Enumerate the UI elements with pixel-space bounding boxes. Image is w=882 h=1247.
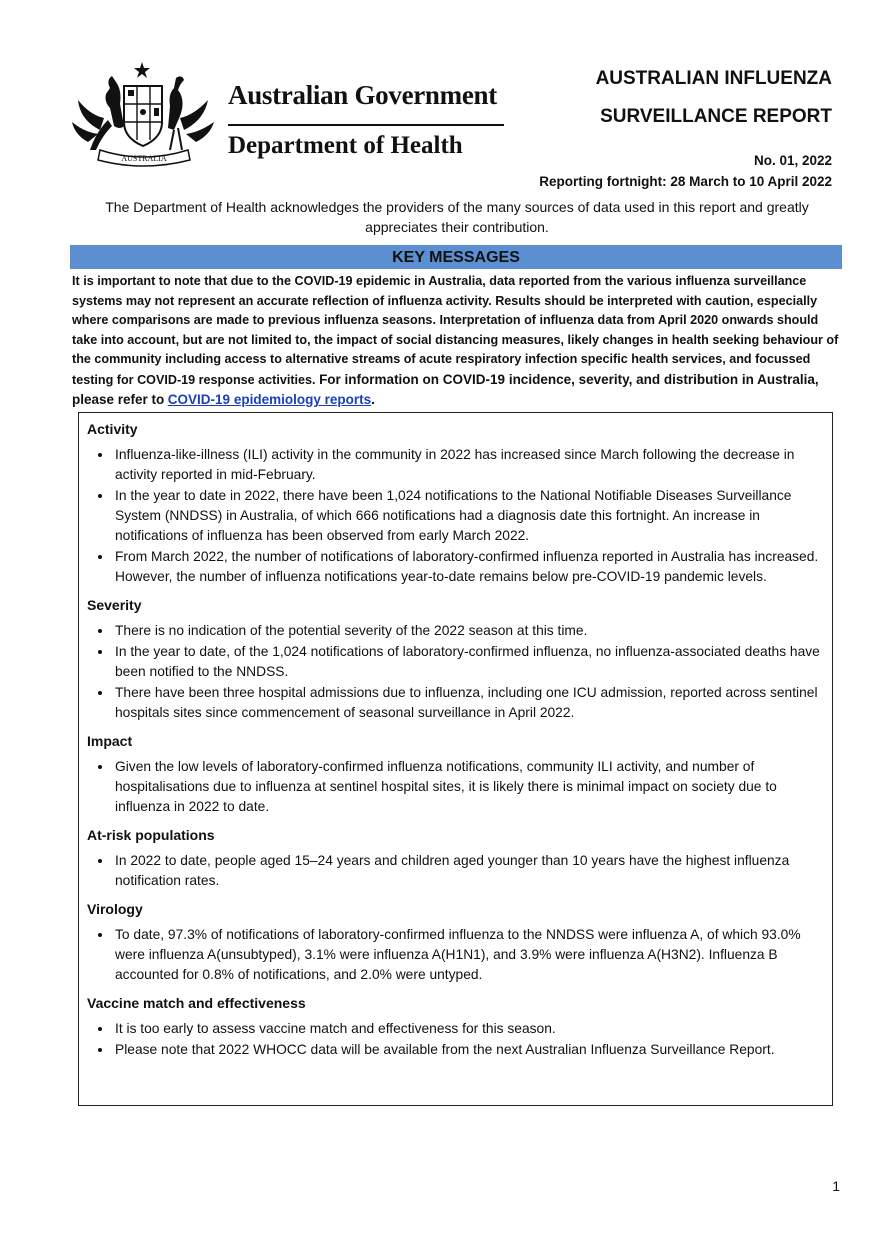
section-vaccine-match [87,991,822,1060]
intro-text: It is important to note that due to the COVID-19 epidemic in Australia, data reported from the various influenza surveillance systems may not represent an accurate reflection of influenza activity. Results should be interpreted with caution, especially where comparisons are made to previous influenza seasons. Interpretation of influenza data from April 2020 onwards should take into account, but are not limited to, the impact of social distancing measures, likely changes in health seeking behaviour of the community including access to alternative streams of acute respiratory infection specific health services, and focussed testing for COVID-19 response activities. [72,274,839,387]
section-activity [87,417,822,587]
section-virology [87,897,822,985]
bullet-list [87,621,822,723]
section-title: Activity [87,421,138,437]
report-number: No. 01, 2022 [753,153,832,168]
list-item: • It is too early to assess vaccine match and effectiveness for this season. [113,1019,822,1039]
key-messages-heading: KEY MESSAGES [70,245,842,269]
intro-end: . [371,392,375,407]
government-name: Australian Government [228,80,497,110]
department-name: Department of Health [228,132,463,159]
report-title [596,60,832,136]
list-item: • Influenza-like-illness (ILI) activity in the community in 2022 has increased since March following the decrease in activity reported in mid-February. [113,445,822,485]
bullet-list [87,851,822,891]
covid-epidemiology-reports-link[interactable]: COVID-19 epidemiology reports [167,392,372,407]
list-item: • To date, 97.3% of notifications of laboratory-confirmed influenza to the NNDSS were influenza A, of which 93.0% were influenza A(unsubtyped), 3.1% were influenza A(H1N1), and 3.9% were influenza A(H3N2). Influenza B accounted for 0.8% of notifications, and 2.0% were untyped. [113,925,822,985]
section-title: Vaccine match and effectiveness [87,995,306,1011]
section-at-risk-populations [87,823,822,891]
list-item: • In 2022 to date, people aged 15–24 years and children aged younger than 10 years have the highest influenza notification rates. [113,851,822,891]
bullet-list [87,925,822,985]
section-severity [87,593,822,723]
list-item: • In the year to date, of the 1,024 notifications of laboratory-confirmed influenza, no influenza-associated deaths have been notified to the NNDSS. [113,642,822,682]
key-messages-box [78,412,833,1106]
report-header [70,56,840,189]
list-item: • Given the low levels of laboratory-confirmed influenza notifications, community ILI activity, and number of hospitalisations due to influenza at sentinel hospital sites, it is likely there is minimal impact on society due to influenza in 2022 to date. [113,757,822,817]
report-meta [539,150,832,192]
bullet-list [87,1019,822,1060]
report-title-line-1: AUSTRALIAN INFLUENZA [595,68,832,89]
list-item: • There is no indication of the potential severity of the 2022 season at this time. [113,621,822,641]
report-title-line-2: SURVEILLANCE REPORT [600,106,832,127]
key-messages-intro [72,272,844,411]
header-divider [228,124,504,126]
reporting-period: Reporting fortnight: 28 March to 10 April 2022 [539,174,832,189]
section-title: At-risk populations [87,827,215,843]
section-title: Severity [87,597,142,613]
section-title: Impact [87,733,133,749]
crest-ribbon-text: AUSTRALIA [121,154,167,163]
list-item: • In the year to date in 2022, there have been 1,024 notifications to the National Notifiable Diseases Surveillance System (NNDSS) in Australia, of which 666 notifications had a diagnosis date this fortnight. An increase in notifications of influenza has been observed from early March 2022. [113,486,822,546]
acknowledgement: The Department of Health acknowledges the providers of the many sources of data used in this report and greatly appreciates their contribution. [105,199,809,235]
list-item: • Please note that 2022 WHOCC data will be available from the next Australian Influenza Surveillance Report. [113,1040,822,1060]
coat-of-arms-icon [70,60,220,170]
section-impact [87,729,822,817]
page-number: 1 [832,1178,840,1194]
bullet-list [87,757,822,817]
list-item: • There have been three hospital admissions due to influenza, including one ICU admission, reported across sentinel hospitals sites since commencement of seasonal surveillance in April 2022. [113,683,822,723]
intro-lead: For information on COVID-19 incidence, severity, and distribution in Australia, please refer to [72,371,819,407]
bullet-list [87,445,822,587]
list-item: • From March 2022, the number of notifications of laboratory-confirmed influenza reported in Australia has increased. However, the number of influenza notifications year-to-date remains below pre-COVID-19 pandemic levels. [113,547,822,587]
section-title: Virology [87,901,143,917]
